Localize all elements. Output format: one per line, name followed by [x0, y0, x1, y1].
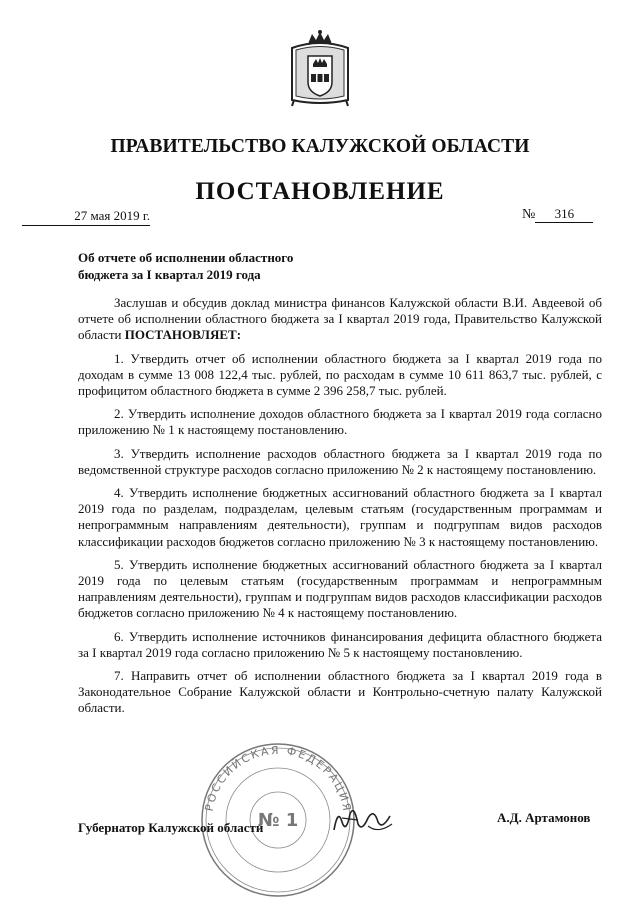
resolution-item: 1. Утвердить отчет об исполнении областного бюджета за I квартал 2019 года по доходам в сумме 13 008 122,4 тыс. рублей, по расходам в сумме 10 611 863,7 тыс. рублей, с профицитом областного бюджета в сумме 2 396 258,7 тыс. рублей.	[78, 350, 602, 399]
number-value: 316	[535, 206, 593, 223]
seal-center-text: № 1	[257, 810, 299, 831]
intro-paragraph	[78, 295, 602, 344]
subject-line: Об отчете об исполнении областного	[78, 250, 294, 265]
document-date: 27 мая 2019 г.	[22, 208, 150, 226]
intro-text: Заслушав и обсудив доклад министра финансов Калужской области В.И. Авдеевой об отчете об исполнении областного бюджета за I квартал 2019 года, Правительство Калужской области	[78, 295, 602, 343]
resolution-item: 7. Направить отчет об исполнении областного бюджета за I квартал 2019 года в Законодательное Собрание Калужской области и Контрольно-счетную палату Калужской области.	[78, 668, 602, 716]
signatory-title: Губернатор Калужской области	[78, 820, 264, 835]
organization-title: ПРАВИТЕЛЬСТВО КАЛУЖСКОЙ ОБЛАСТИ	[110, 136, 530, 157]
resolution-item: 6. Утвердить исполнение источников финансирования дефицита областного бюджета за I квартал 2019 года согласно приложению № 5 к настоящему постановлению.	[78, 628, 602, 660]
document-subject	[78, 249, 378, 283]
resolution-item: 2. Утвердить исполнение доходов областного бюджета за I квартал 2019 года согласно приложению № 1 к настоящему постановлению.	[78, 406, 602, 438]
resolution-item: 3. Утвердить исполнение расходов областного бюджета за I квартал 2019 года по ведомственной структуре расходов согласно приложению № 2 к настоящему постановлению.	[78, 445, 602, 477]
document-number	[522, 206, 593, 223]
coat-of-arms-emblem	[288, 30, 352, 108]
handwritten-signature	[328, 800, 398, 840]
subject-line: бюджета за I квартал 2019 года	[78, 267, 261, 282]
signatory-name: А.Д. Артамонов	[497, 810, 591, 825]
seal-outer-text: РОССИЙСКАЯ ФЕДЕРАЦИЯ	[202, 743, 354, 814]
document-type-title: ПОСТАНОВЛЕНИЕ	[195, 178, 445, 205]
intro-resolution-word: ПОСТАНОВЛЯЕТ:	[124, 327, 242, 343]
resolution-item: 4. Утвердить исполнение бюджетных ассигнований областного бюджета за I квартал 2019 года по разделам, подразделам, целевым статьям (государственным программам и непрограммным направлениям деятельности), группам и подгруппам видов расходов классификации расходов бюджетов согласно приложению № 3 к настоящему постановлению.	[78, 485, 602, 549]
number-label: №	[522, 207, 536, 222]
document-body	[78, 295, 602, 724]
resolution-item: 5. Утвердить исполнение бюджетных ассигнований областного бюджета за I квартал 2019 года по целевым статьям (государственным программам и непрограммным направлениям деятельности), группам и подгруппам видов расходов классификации расходов бюджетов согласно приложению № 4 к настоящему постановлению.	[78, 556, 602, 621]
